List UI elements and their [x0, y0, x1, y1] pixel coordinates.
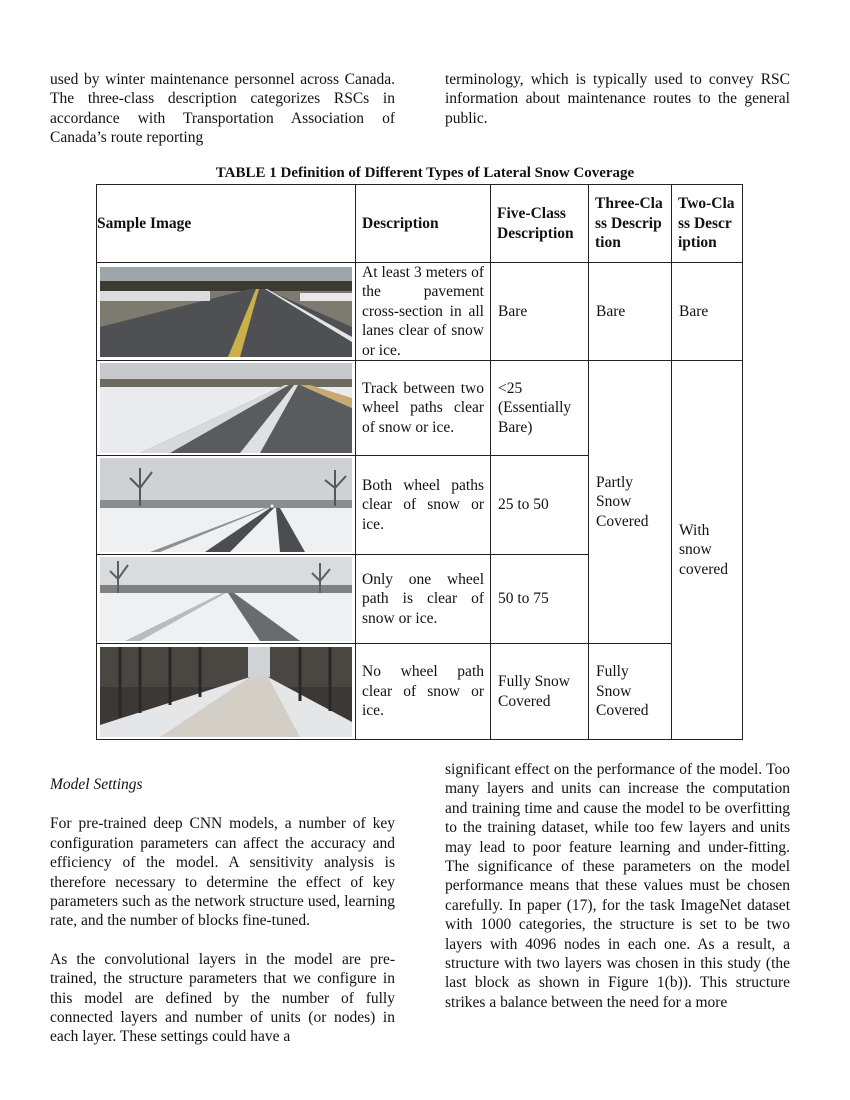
road-bare-image: [100, 267, 352, 357]
sample-image-cell: [97, 555, 356, 644]
description-cell: No wheel path clear of snow or ice.: [356, 644, 491, 740]
left-column-text: [50, 775, 395, 1047]
table-row: [97, 644, 743, 740]
top-left-paragraph: used by winter maintenance personnel across Canada. The three-class description categorizes RSCs in accordance with Transportation Association of Canada’s route reporting: [50, 71, 395, 147]
description-cell: Both wheel paths clear of snow or ice.: [356, 456, 491, 555]
five-class-cell: 25 to 50: [491, 456, 589, 555]
paragraph: For pre-trained deep CNN models, a number of key configuration parameters can affect the accuracy and efficiency of the model. A sensitivity analysis is therefore necessary to determine the effect of key parameters such as the network structure used, learning rate, and the number of blocks fine-tuned.: [50, 815, 395, 930]
paragraph: significant effect on the performance of the model. Too many layers and units can increase the computation and training time and cause the model to be overfitting to the training dataset, while too few layers and units may lead to poor feature learning and under-fitting. The significance of these parameters on the model performance means that these values must be chosen carefully. In paper (17), for the task ImageNet dataset with 1000 categories, the structure is set to be two layers with 4096 nodes in each one. As a result, a structure with two layers was chosen in this study (the last block as shown in Figure 1(b)). This structure strikes a balance between the need for a more: [445, 761, 790, 1011]
table-row: [97, 361, 743, 456]
road-both-paths-clear-image: [100, 458, 352, 552]
header-description: Description: [356, 185, 491, 263]
two-class-cell: With snow covered: [672, 361, 743, 740]
description-cell: At least 3 meters of the pavement cross-section in all lanes clear of snow or ice.: [356, 263, 491, 361]
top-right-paragraph: terminology, which is typically used to convey RSC information about maintenance routes to the general public.: [445, 71, 790, 127]
five-class-cell: Bare: [491, 263, 589, 361]
sample-image-cell: [97, 456, 356, 555]
header-five-class: Five-Class Description: [491, 185, 589, 263]
two-class-cell: Bare: [672, 263, 743, 361]
snow-coverage-table: [96, 184, 743, 740]
sample-image-cell: [97, 361, 356, 456]
sample-image-cell: [97, 263, 356, 361]
table-caption: TABLE 1 Definition of Different Types of Lateral Snow Coverage: [215, 165, 635, 181]
five-class-cell: Fully Snow Covered: [491, 644, 589, 740]
description-cell: Only one wheel path is clear of snow or ice.: [356, 555, 491, 644]
header-three-class: Three-Class Description: [589, 185, 672, 263]
five-class-cell: 50 to 75: [491, 555, 589, 644]
right-column-text: [445, 760, 790, 1012]
header-two-class: Two-Class Description: [672, 185, 743, 263]
description-cell: Track between two wheel paths clear of snow or ice.: [356, 361, 491, 456]
sample-image-cell: [97, 644, 356, 740]
paragraph: As the convolutional layers in the model are pre-trained, the structure parameters that we configure in this model are defined by the number of fully connected layers and number of units (or nodes) in each layer. These settings could have a: [50, 950, 395, 1046]
three-class-cell: Fully Snow Covered: [589, 644, 672, 740]
road-one-path-clear-image: [100, 557, 352, 641]
road-track-clear-image: [100, 363, 352, 453]
table-row: [97, 263, 743, 361]
top-right-text-block: [445, 70, 790, 128]
five-class-cell: <25 (Essentially Bare): [491, 361, 589, 456]
top-left-text-block: [50, 70, 395, 148]
three-class-cell: Bare: [589, 263, 672, 361]
section-heading: Model Settings: [50, 776, 143, 793]
three-class-cell: Partly Snow Covered: [589, 361, 672, 644]
header-sample-image: Sample Image: [97, 185, 356, 263]
road-fully-covered-image: [100, 647, 352, 737]
table-header-row: [97, 185, 743, 263]
